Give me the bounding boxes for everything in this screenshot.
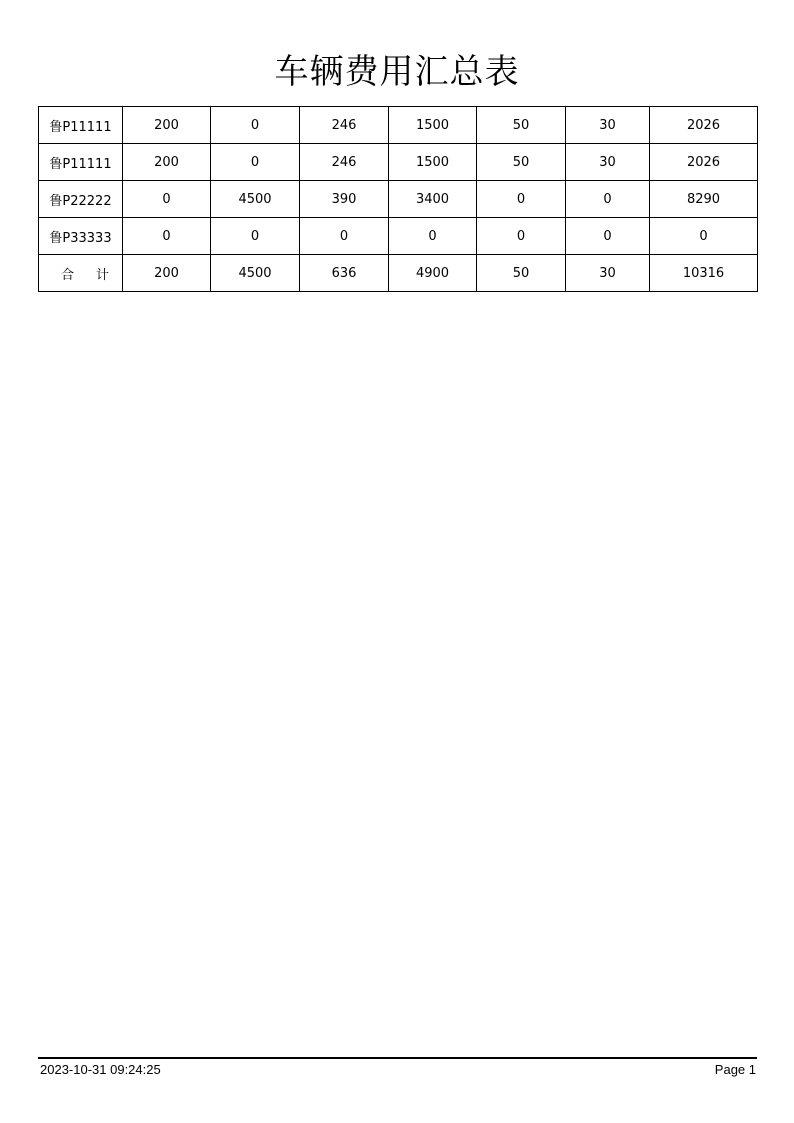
- table-cell: 390: [300, 181, 389, 218]
- row-total-cell: 2026: [650, 144, 758, 181]
- table-cell: 0: [123, 218, 211, 255]
- table-cell: 0: [300, 218, 389, 255]
- table-cell: 0: [566, 218, 650, 255]
- table-cell: 0: [211, 107, 300, 144]
- print-timestamp: 2023-10-31 09:24:25: [40, 1062, 161, 1077]
- total-cell: 636: [300, 255, 389, 292]
- grand-total-cell: 10316: [650, 255, 758, 292]
- table-row: [39, 107, 758, 144]
- table-cell: 30: [566, 107, 650, 144]
- row-total-cell: 0: [650, 218, 758, 255]
- total-cell: 30: [566, 255, 650, 292]
- plate-cell: 鲁P11111: [39, 144, 123, 181]
- table-cell: 4500: [211, 181, 300, 218]
- table-cell: 50: [477, 107, 566, 144]
- table-cell: 0: [211, 218, 300, 255]
- total-row: [39, 255, 758, 292]
- page-number: Page 1: [714, 1062, 756, 1077]
- plate-cell: 鲁P33333: [39, 218, 123, 255]
- table-cell: 200: [123, 107, 211, 144]
- total-cell: 4900: [389, 255, 477, 292]
- table-cell: 1500: [389, 144, 477, 181]
- table-cell: 1500: [389, 107, 477, 144]
- table-cell: 0: [123, 181, 211, 218]
- row-total-cell: 8290: [650, 181, 758, 218]
- table-cell: 246: [300, 107, 389, 144]
- table-cell: 0: [477, 218, 566, 255]
- plate-cell: 鲁P11111: [39, 107, 123, 144]
- total-cell: 50: [477, 255, 566, 292]
- table-cell: 30: [566, 144, 650, 181]
- table-cell: 0: [389, 218, 477, 255]
- table-cell: 3400: [389, 181, 477, 218]
- table-cell: 50: [477, 144, 566, 181]
- footer-divider: [38, 1057, 757, 1059]
- table-cell: 0: [211, 144, 300, 181]
- row-total-cell: 2026: [650, 107, 758, 144]
- expense-summary-table: [38, 106, 758, 292]
- table-cell: 0: [477, 181, 566, 218]
- table-row: [39, 218, 758, 255]
- total-cell: 4500: [211, 255, 300, 292]
- plate-cell: 鲁P22222: [39, 181, 123, 218]
- page-title: 车辆费用汇总表: [274, 52, 520, 92]
- table-cell: 246: [300, 144, 389, 181]
- table-cell: 0: [566, 181, 650, 218]
- total-cell: 200: [123, 255, 211, 292]
- table-row: [39, 181, 758, 218]
- total-label: 合计: [39, 255, 123, 292]
- table-row: [39, 144, 758, 181]
- table-cell: 200: [123, 144, 211, 181]
